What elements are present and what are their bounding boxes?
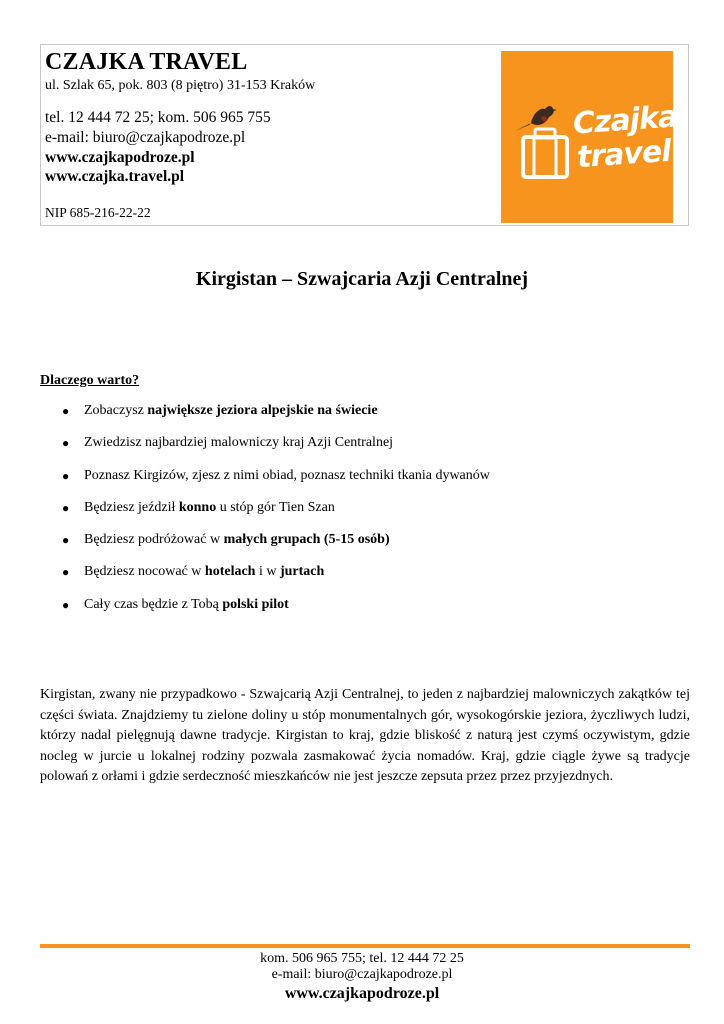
list-item: ● Będziesz jeździł konno u stóp gór Tien Szan: [62, 499, 335, 515]
list-item: ● Będziesz podróżować w małych grupach (5-15 osób): [62, 532, 390, 548]
footer-phones: kom. 506 965 755; tel. 12 444 72 25: [260, 951, 464, 966]
bullet-icon: ●: [62, 533, 70, 548]
bullet-icon: ●: [62, 500, 70, 515]
company-address: ul. Szlak 65, pok. 803 (8 piętro) 31-153 Kraków: [45, 78, 316, 93]
company-website-2: www.czajka.travel.pl: [45, 168, 185, 185]
company-email: e-mail: biuro@czajkapodroze.pl: [45, 129, 246, 146]
footer-email: e-mail: biuro@czajkapodroze.pl: [271, 967, 453, 982]
why-heading: Dlaczego warto?: [40, 373, 140, 388]
letterhead: [40, 44, 689, 226]
list-item: ● Zwiedzisz najbardziej malowniczy kraj Azji Centralnej: [62, 435, 394, 451]
description-paragraph: Kirgistan, zwany nie przypadkowo - Szwajcarią Azji Centralnej, to jeden z najbardziej malowniczych zakątków tej części świata. Znajdziemy tu zielone doliny u stóp monumentalnych gór, wysokogórskie jeziora, życzliwych ludzi, którzy nadal pielęgnują dawne tradycje. Kirgistan to kraj, gdzie bliskość z naturą jest czymś oczywistym, gdzie nocleg w jurcie u lokalnej rodziny pozwala zasmakować życia nomadów. Kraj, gdzie ciągle żywe są tradycje polowań z orłami i gdzie serdeczność mieszkańców nie jest jeszcze zepsuta przez przez przyjezdnych.: [40, 687, 690, 785]
logo-text-czajka: Czajka: [571, 99, 679, 142]
list-item: ● Poznasz Kirgizów, zjesz z nimi obiad, poznasz techniki tkania dywanów: [62, 467, 490, 483]
company-phone: tel. 12 444 72 25; kom. 506 965 755: [45, 109, 271, 126]
bullet-icon: ●: [62, 565, 70, 580]
page-title: Kirgistan – Szwajcaria Azji Centralnej: [195, 268, 529, 290]
footer-website: www.czajkapodroze.pl: [284, 985, 440, 1002]
bullet-icon: ●: [62, 436, 70, 451]
company-logo: [501, 51, 679, 223]
bullet-icon: ●: [62, 404, 70, 418]
bullet-icon: ●: [62, 468, 70, 483]
list-item: ● Zobaczysz największe jeziora alpejskie na świecie: [62, 403, 378, 418]
benefits-list: [62, 402, 490, 628]
list-item: ● Będziesz nocować w hotelach i w jurtach: [62, 564, 325, 580]
company-nip: NIP 685-216-22-22: [45, 205, 151, 220]
company-website-1: www.czajkapodroze.pl: [45, 149, 195, 166]
logo-text-travel: travel: [575, 133, 672, 176]
footer-divider: [40, 944, 690, 948]
company-name: CZAJKA TRAVEL: [45, 49, 248, 75]
bullet-icon: ●: [62, 597, 70, 612]
list-item: ● Cały czas będzie z Tobą polski pilot: [62, 596, 289, 612]
